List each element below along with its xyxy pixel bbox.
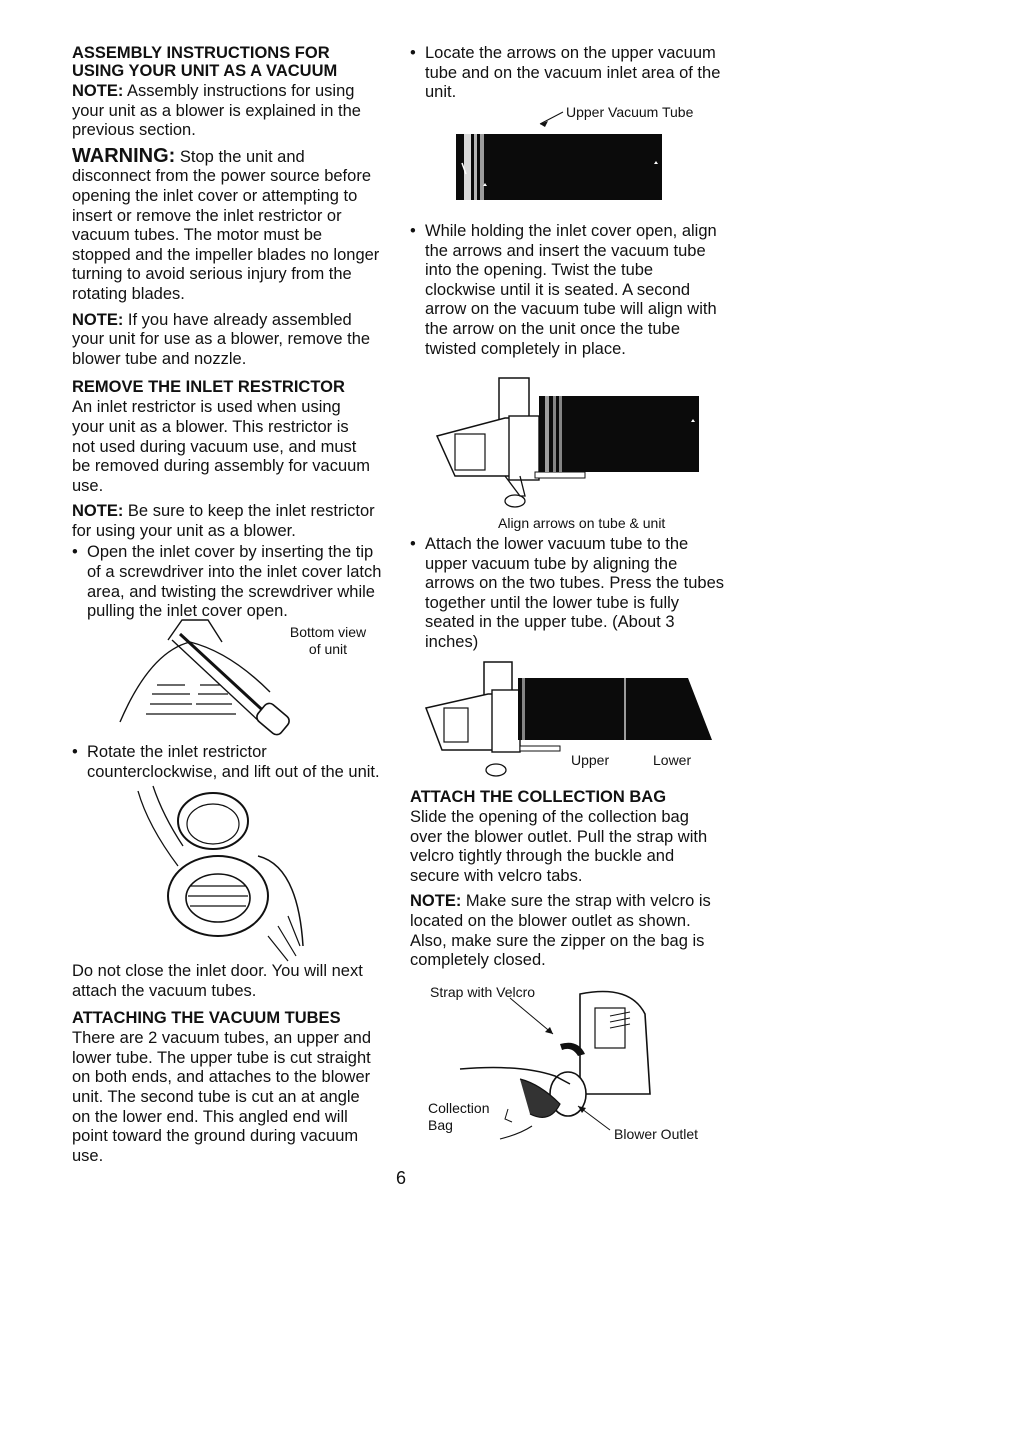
align-arrows-illustration (425, 376, 705, 516)
note-label: NOTE: (72, 310, 124, 329)
bag-paragraph: Slide the opening of the collection bag over the blower outlet. Pull the strap with velcro tightly through the buckle and secure with velcro tabs. (410, 808, 708, 885)
caption-strap-velcro: Strap with Velcro (430, 984, 536, 1000)
caption-collection-bag: Collection Bag (428, 1100, 490, 1133)
note-strap (410, 892, 722, 970)
note-text: Make sure the strap with velcro is located on the blower outlet as shown. Also, make sure the zipper on the bag is completely closed. (410, 892, 711, 970)
note-assembly (72, 82, 384, 141)
bullet-attach-lower-tube: • Attach the lower vacuum tube to the upper vacuum tube by aligning the arrows on the two tubes. Press the tubes together until the lower tube is fully seated in the upper tube. (About 3 inches) (410, 535, 725, 653)
collection-bag-illustration (460, 984, 700, 1154)
caption-blower-outlet: Blower Outlet (614, 1126, 699, 1142)
note-text: If you have already assembled your unit for use as a blower, remove the blower tube and nozzle. (72, 310, 371, 368)
caption-align-arrows: Align arrows on tube & unit (498, 515, 666, 531)
do-not-close-paragraph: Do not close the inlet door. You will next attach the vacuum tubes. (72, 962, 363, 1000)
warning-text: Stop the unit and disconnect from the power source before opening the inlet cover or attempting to insert or remove the inlet restrictor or vacuum tubes. The motor must be stopped and the impeller blades no longer turning to avoid serious injury from the rotating blades. (72, 147, 380, 303)
restrictor-paragraph: An inlet restrictor is used when using your unit as a blower. This restrictor is not used during vacuum use, and must be removed during assembly for vacuum use. (72, 398, 371, 495)
heading-assembly: ASSEMBLY INSTRUCTIONS FOR USING YOUR UNIT AS A VACUUM (72, 44, 338, 80)
left-column-rotate (72, 743, 384, 782)
bullet-insert-tube: • While holding the inlet cover open, align the arrows and insert the vacuum tube into the opening. Twist the tube clockwise until it is seated. A second arrow on the vacuum tube will align with the arrow on the unit once the tube twisted completely in place. (410, 222, 725, 359)
left-column (72, 44, 384, 622)
left-column-lower (72, 962, 384, 1166)
right-column-holding (410, 222, 722, 359)
bullet-rotate-restrictor: • Rotate the inlet restrictor counterclockwise, and lift out of the unit. (72, 743, 384, 782)
upper-vacuum-tube-illustration (450, 108, 710, 218)
note-label: NOTE: (72, 502, 124, 521)
note-assembled (72, 311, 384, 370)
note-label: NOTE: (410, 892, 462, 911)
heading-attach-bag: ATTACH THE COLLECTION BAG (410, 788, 667, 806)
page-number: 6 (396, 1168, 407, 1188)
note-text: Assembly instructions for using your unit as a blower is explained in the previous section. (72, 82, 361, 140)
caption-lower: Lower (653, 752, 692, 768)
bullet-locate-arrows: • Locate the arrows on the upper vacuum tube and on the vacuum inlet area of the unit. (410, 44, 725, 103)
note-keep-restrictor (72, 502, 384, 541)
bullet-open-inlet: • Open the inlet cover by inserting the tip of a screwdriver into the inlet cover latch area, and twisting the screwdriver while pulling the inlet cover open. (72, 543, 384, 621)
rotate-restrictor-illustration (128, 786, 318, 966)
tubes-paragraph: There are 2 vacuum tubes, an upper and lower tube. The upper tube is cut straight on both ends, and attaches to the blower unit. The second tube is cut an at angle on the lower end. This angled end will point toward the ground during vacuum use. (72, 1029, 372, 1165)
right-column-bag (410, 788, 722, 971)
caption-upper-vacuum-tube: Upper Vacuum Tube (566, 104, 694, 120)
heading-remove-restrictor: REMOVE THE INLET RESTRICTOR (72, 378, 345, 397)
caption-upper: Upper (571, 752, 610, 768)
heading-attaching-tubes: ATTACHING THE VACUUM TUBES (72, 1009, 341, 1028)
note-text: Be sure to keep the inlet restrictor for using your unit as a blower. (72, 502, 375, 540)
note-label: NOTE: (72, 82, 124, 100)
bottom-view-illustration (110, 612, 310, 742)
right-column-top (410, 44, 722, 103)
warning-paragraph (72, 144, 384, 305)
warning-label: WARNING: (72, 144, 176, 167)
caption-bottom-view: Bottom view of unit (289, 624, 367, 657)
right-column-attach (410, 535, 722, 653)
